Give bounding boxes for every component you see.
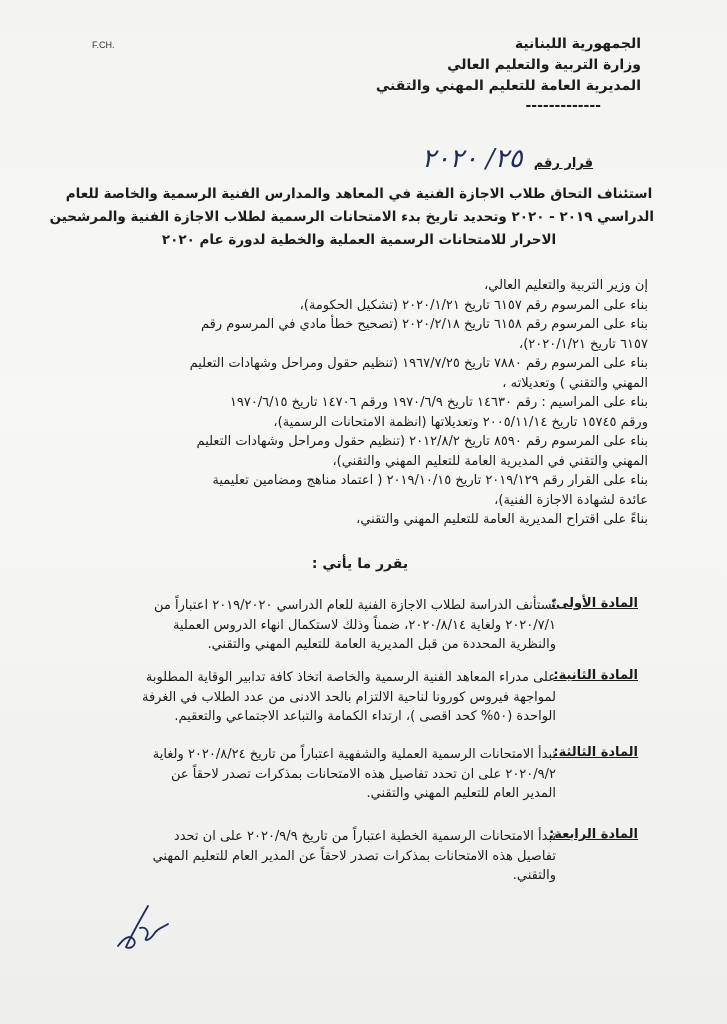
preamble [76,276,648,530]
article-line: تبدأ الامتحانات الرسمية العملية والشفهية اعتباراً من تاريخ ٢٠٢٠/٨/٢٤ ولغاية [152,747,556,762]
republic-name: الجمهورية اللبنانية [514,36,641,52]
article-3 [86,745,638,804]
file-code: F.CH. [92,40,115,50]
preamble-line: بناء على المراسيم : رقم ١٤٦٣٠ تاريخ ١٩٧٠/٦/٩ ورقم ١٤٧٠٦ تاريخ ١٩٧٠/٦/١٥ [229,395,648,410]
preamble-line: ورقم ١٥٧٤٥ تاريخ ٢٠٠٥/١١/١٤ وتعديلاتها (انظمة الامتحانات الرسمية)، [273,414,648,430]
article-4 [86,827,638,886]
article-1 [86,596,638,655]
article-line: الواحدة (٥٠% كحد اقصى )، ارتداء الكمامة والتباعد الاجتماعي والتعقيم. [174,709,556,724]
decides-heading: يقرر ما يأتي : [311,556,409,572]
preamble-line: بناء على المرسوم رقم ٧٨٨٠ تاريخ ١٩٦٧/٧/٢٥ (تنظيم حقول ومراحل وشهادات التعليم [189,356,648,371]
article-body [86,596,556,655]
article-line: ٢٠٢٠/٩/٢ على ان تحدد تفاصيل هذه الامتحانات بمذكرات تصدر لاحقاً عن [171,766,556,782]
title-line-3: الاحرار للامتحانات الرسمية العملية والخطية لدورة عام ٢٠٢٠ [161,232,557,248]
decision-number-line [333,144,593,174]
preamble-line: بناء على المرسوم رقم ٨٥٩٠ تاريخ ٢٠١٢/٨/٢ (تنظيم حقول ومراحل وشهادات التعليم [196,434,648,449]
preamble-line: عائدة لشهادة الاجازة الفنية)، [494,492,648,508]
article-body [86,827,556,886]
article-heading: المادة الرابعة: [549,827,638,842]
preamble-line: إن وزير التربية والتعليم العالي، [484,278,648,293]
ministry-name: وزارة التربية والتعليم العالي [447,57,641,73]
article-line: والتقني. [512,868,556,883]
preamble-line: المهني والتقني في المديرية العامة للتعليم المهني والتقني)، [332,453,648,469]
directorate-name: المديرية العامة للتعليم المهني والتقني [375,78,641,94]
decision-title [49,183,654,252]
decision-label: قرار رقم [533,156,593,171]
preamble-line: بناء على القرار رقم ٢٠١٩/١٢٩ تاريخ ٢٠١٩/١٠/١٥ ( اعتماد مناهج ومضامين تعليمية [212,473,648,488]
article-line: المدير العام للتعليم المهني والتقني. [366,786,556,801]
article-2 [86,668,638,727]
preamble-line: بناء على المرسوم رقم ٦١٥٧ تاريخ ٢٠٢٠/١/٢١ (تشكيل الحكومة)، [299,297,648,313]
article-body [86,745,556,804]
article-heading: المادة الثالثة: [553,745,638,760]
preamble-line: بناءً على اقتراح المديرية العامة للتعليم المهني والتقني، [356,512,648,527]
preamble-line: ٦١٥٧ تاريخ ٢٠٢٠/١/٢١)، [519,336,648,352]
article-line: ٢٠٢٠/٧/١ ولغاية ٢٠٢٠/٨/١٤، ضمناً وذلك لاستكمال انهاء الدروس العملية [172,617,556,633]
article-heading: المادة الثانية: [553,668,638,683]
article-heading: المادة الأولى: [550,596,638,611]
article-body [86,668,556,727]
title-line-1: استئناف التحاق طلاب الاجازة الفنية في المعاهد والمدارس الفنية الرسمية والخاصة للعام [65,186,653,202]
article-line: والنظرية المحددة من قبل المديرية العامة للتعليم المهني والتقني. [207,637,556,652]
header-divider: ------------- [525,98,601,114]
article-line: تبدأ الامتحانات الرسمية الخطية اعتباراً من تاريخ ٢٠٢٠/٩/٩ على ان تحدد [173,829,556,844]
letterhead [311,34,641,115]
decision-number: ٢٥/ ٢٠٢٠ [421,144,523,174]
title-line-2: الدراسي ٢٠١٩ - ٢٠٢٠ وتحديد تاريخ بدء الامتحانات الرسمية لطلاب الاجازة الفنية والمرشحين [49,209,654,225]
article-line: تُستأنف الدراسة لطلاب الاجازة الفنية للعام الدراسي ٢٠١٩/٢٠٢٠ اعتباراً من [154,598,556,613]
article-line: تفاصيل هذه الامتحانات بمذكرات تصدر لاحقاً عن المدير العام للتعليم المهني [152,848,556,864]
article-line: على مدراء المعاهد الفنية الرسمية والخاصة اتخاذ كافة تدابير الوقاية المطلوبة [145,670,556,685]
signature-icon [110,898,180,958]
article-line: لمواجهة فيروس كورونا لناحية الالتزام بالحد الادنى من عدد الطلاب في الغرفة [141,689,556,705]
preamble-line: المهني والتقني ) وتعديلاته ، [502,375,648,391]
preamble-line: بناء على المرسوم رقم ٦١٥٨ تاريخ ٢٠٢٠/٢/١٨ (تصحيح خطأ مادي في المرسوم رقم [201,317,648,332]
